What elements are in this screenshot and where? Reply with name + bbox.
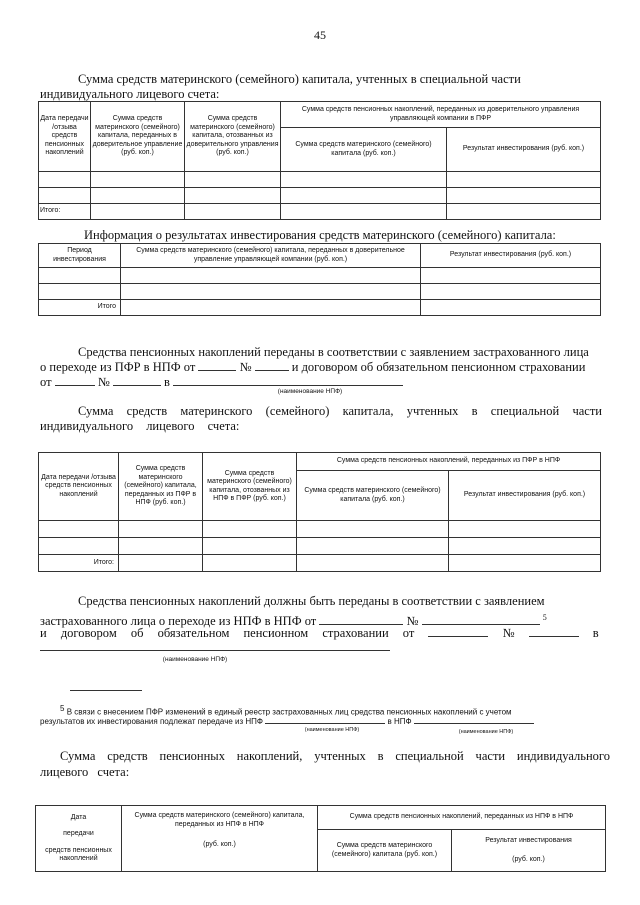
- section3-heading-cont: [40, 404, 602, 434]
- table-row: [39, 188, 601, 204]
- table-row: [39, 521, 601, 538]
- s3-header-amount: Сумма средств материнского (семейного) капитала (руб. коп.): [297, 471, 449, 521]
- footnote-number: 5: [60, 704, 65, 713]
- section4-table: [35, 805, 606, 872]
- s3-header-date: Дата передачи /отзыва средств пенсионных накоплений: [39, 453, 119, 521]
- para2-no1: №: [406, 614, 419, 629]
- para1-ot: от: [40, 375, 52, 389]
- para2-line3: [40, 626, 602, 641]
- s2-total-label: Итого: [39, 300, 121, 316]
- s3-total-label: Итого:: [39, 555, 119, 572]
- section3-heading-line1: Сумма средств материнского (семейного) капитала, учтенных в специальной части индивидуального лицевого счета:: [40, 404, 602, 433]
- footnote-caption1: (наименование НПФ): [304, 727, 360, 733]
- s3-header-result: Результат инвестирования (руб. коп.): [449, 471, 601, 521]
- s2-header-period: Период инвестирования: [39, 244, 121, 268]
- section2-table: [38, 243, 601, 316]
- s3-header-transferred: Сумма средств материнского (семейного) капитала, переданных из ПФР в НПФ (руб. коп.): [119, 453, 203, 521]
- para2-v: в: [592, 626, 599, 640]
- s1-total-row: [39, 204, 601, 220]
- para1-v: в: [164, 375, 170, 389]
- s4-header-date: Дата передачи средств пенсионных накоплений: [36, 806, 122, 872]
- s1-header-transferred: Сумма средств материнского (семейного) капитала, переданных в доверительное управление (руб. коп.): [91, 102, 185, 172]
- section2-heading: Информация о результатах инвестирования средств материнского (семейного) капитала:: [84, 228, 556, 242]
- s1-header-date: Дата передачи /отзыва средств пенсионных накоплений: [39, 102, 91, 172]
- s1-header-result: Результат инвестирования (руб. коп.): [447, 128, 601, 172]
- footnote-line1: $^5$ В связи с внесением ПФР изменений в единый реестр застрахованных лиц средства пенсионных накоплений с учетом: [60, 704, 512, 717]
- table-row: [39, 284, 601, 300]
- s2-header-result: Результат инвестирования (руб. коп.): [421, 244, 601, 268]
- para1-line2b: и договором об обязательном пенсионном страховании: [291, 360, 586, 374]
- s2-header-amount: Сумма средств материнского (семейного) капитала, переданных в доверительное управление управляющей компании (руб. коп.): [121, 244, 421, 268]
- para1-no1: №: [239, 360, 252, 374]
- para2-line1: Средства пенсионных накоплений должны быть переданы в соответствии с заявлением: [78, 594, 545, 608]
- s1-header-amount: Сумма средств материнского (семейного) капитала (руб. коп.): [281, 128, 447, 172]
- para2-line3a: и договором об обязательном пенсионном страховании от: [40, 626, 415, 640]
- s1-header-withdrawn: Сумма средств материнского (семейного) капитала, отозванных из доверительного управления (руб. коп.): [185, 102, 281, 172]
- s3-header-withdrawn: Сумма средств материнского (семейного) капитала, отозванных из НПФ в ПФР (руб. коп.): [203, 453, 297, 521]
- s3-header-group: Сумма средств пенсионных накоплений, переданных из ПФР в НПФ: [297, 453, 601, 471]
- footnote-line2: результатов их инвестирования подлежат передаче из НПФ в НПФ: [40, 716, 610, 727]
- footnote-caption2: (наименование НПФ): [458, 729, 514, 735]
- section3-table: [38, 452, 601, 572]
- s3-total-row: [39, 555, 601, 572]
- para1-line2a: о переходе из ПФР в НПФ от: [40, 360, 196, 374]
- para1-line2: [40, 360, 602, 375]
- footnote-separator: [70, 690, 142, 691]
- table-row: [39, 268, 601, 284]
- para2-line2a: застрахованного лица о переходе из НПФ в НПФ от: [40, 614, 317, 629]
- table-row: [39, 172, 601, 188]
- s4-header-group: Сумма средств пенсионных накоплений, переданных из НПФ в НПФ: [318, 806, 606, 830]
- para2-footnote-mark: 5: [542, 613, 547, 622]
- s4-header-transferred: Сумма средств материнского (семейного) капитала, переданных из НПФ в НПФ (руб. коп.): [122, 806, 318, 872]
- section1-heading: Сумма средств материнского (семейного) капитала, учтенных в специальной части индивидуального лицевого счета:: [40, 72, 521, 101]
- para1-caption: (наименование НПФ): [277, 388, 343, 395]
- s1-total-label: Итого:: [39, 204, 91, 220]
- page-number: 45: [314, 28, 326, 42]
- para1-no2: №: [97, 375, 110, 389]
- s2-total-row: [39, 300, 601, 316]
- s4-header-result: Результат инвестирования (руб. коп.): [452, 830, 606, 872]
- para2-no2: №: [502, 626, 515, 640]
- s4-header-amount: Сумма средств материнского (семейного) капитала (руб. коп.): [318, 830, 452, 872]
- para2-npf-line: [40, 650, 390, 651]
- para1-line1: Средства пенсионных накоплений переданы в соответствии с заявлением застрахованного лица: [78, 345, 589, 359]
- section1-table: [38, 101, 601, 220]
- table-row: [39, 538, 601, 555]
- s1-header-group: Сумма средств пенсионных накоплений, переданных из доверительного управления управляющей компании в ПФР: [281, 102, 601, 128]
- section4-heading: Сумма средств пенсионных накоплений, учтенных в специальной части индивидуального лицевого счета:: [40, 749, 610, 779]
- para2-caption: (наименование НПФ): [162, 656, 228, 663]
